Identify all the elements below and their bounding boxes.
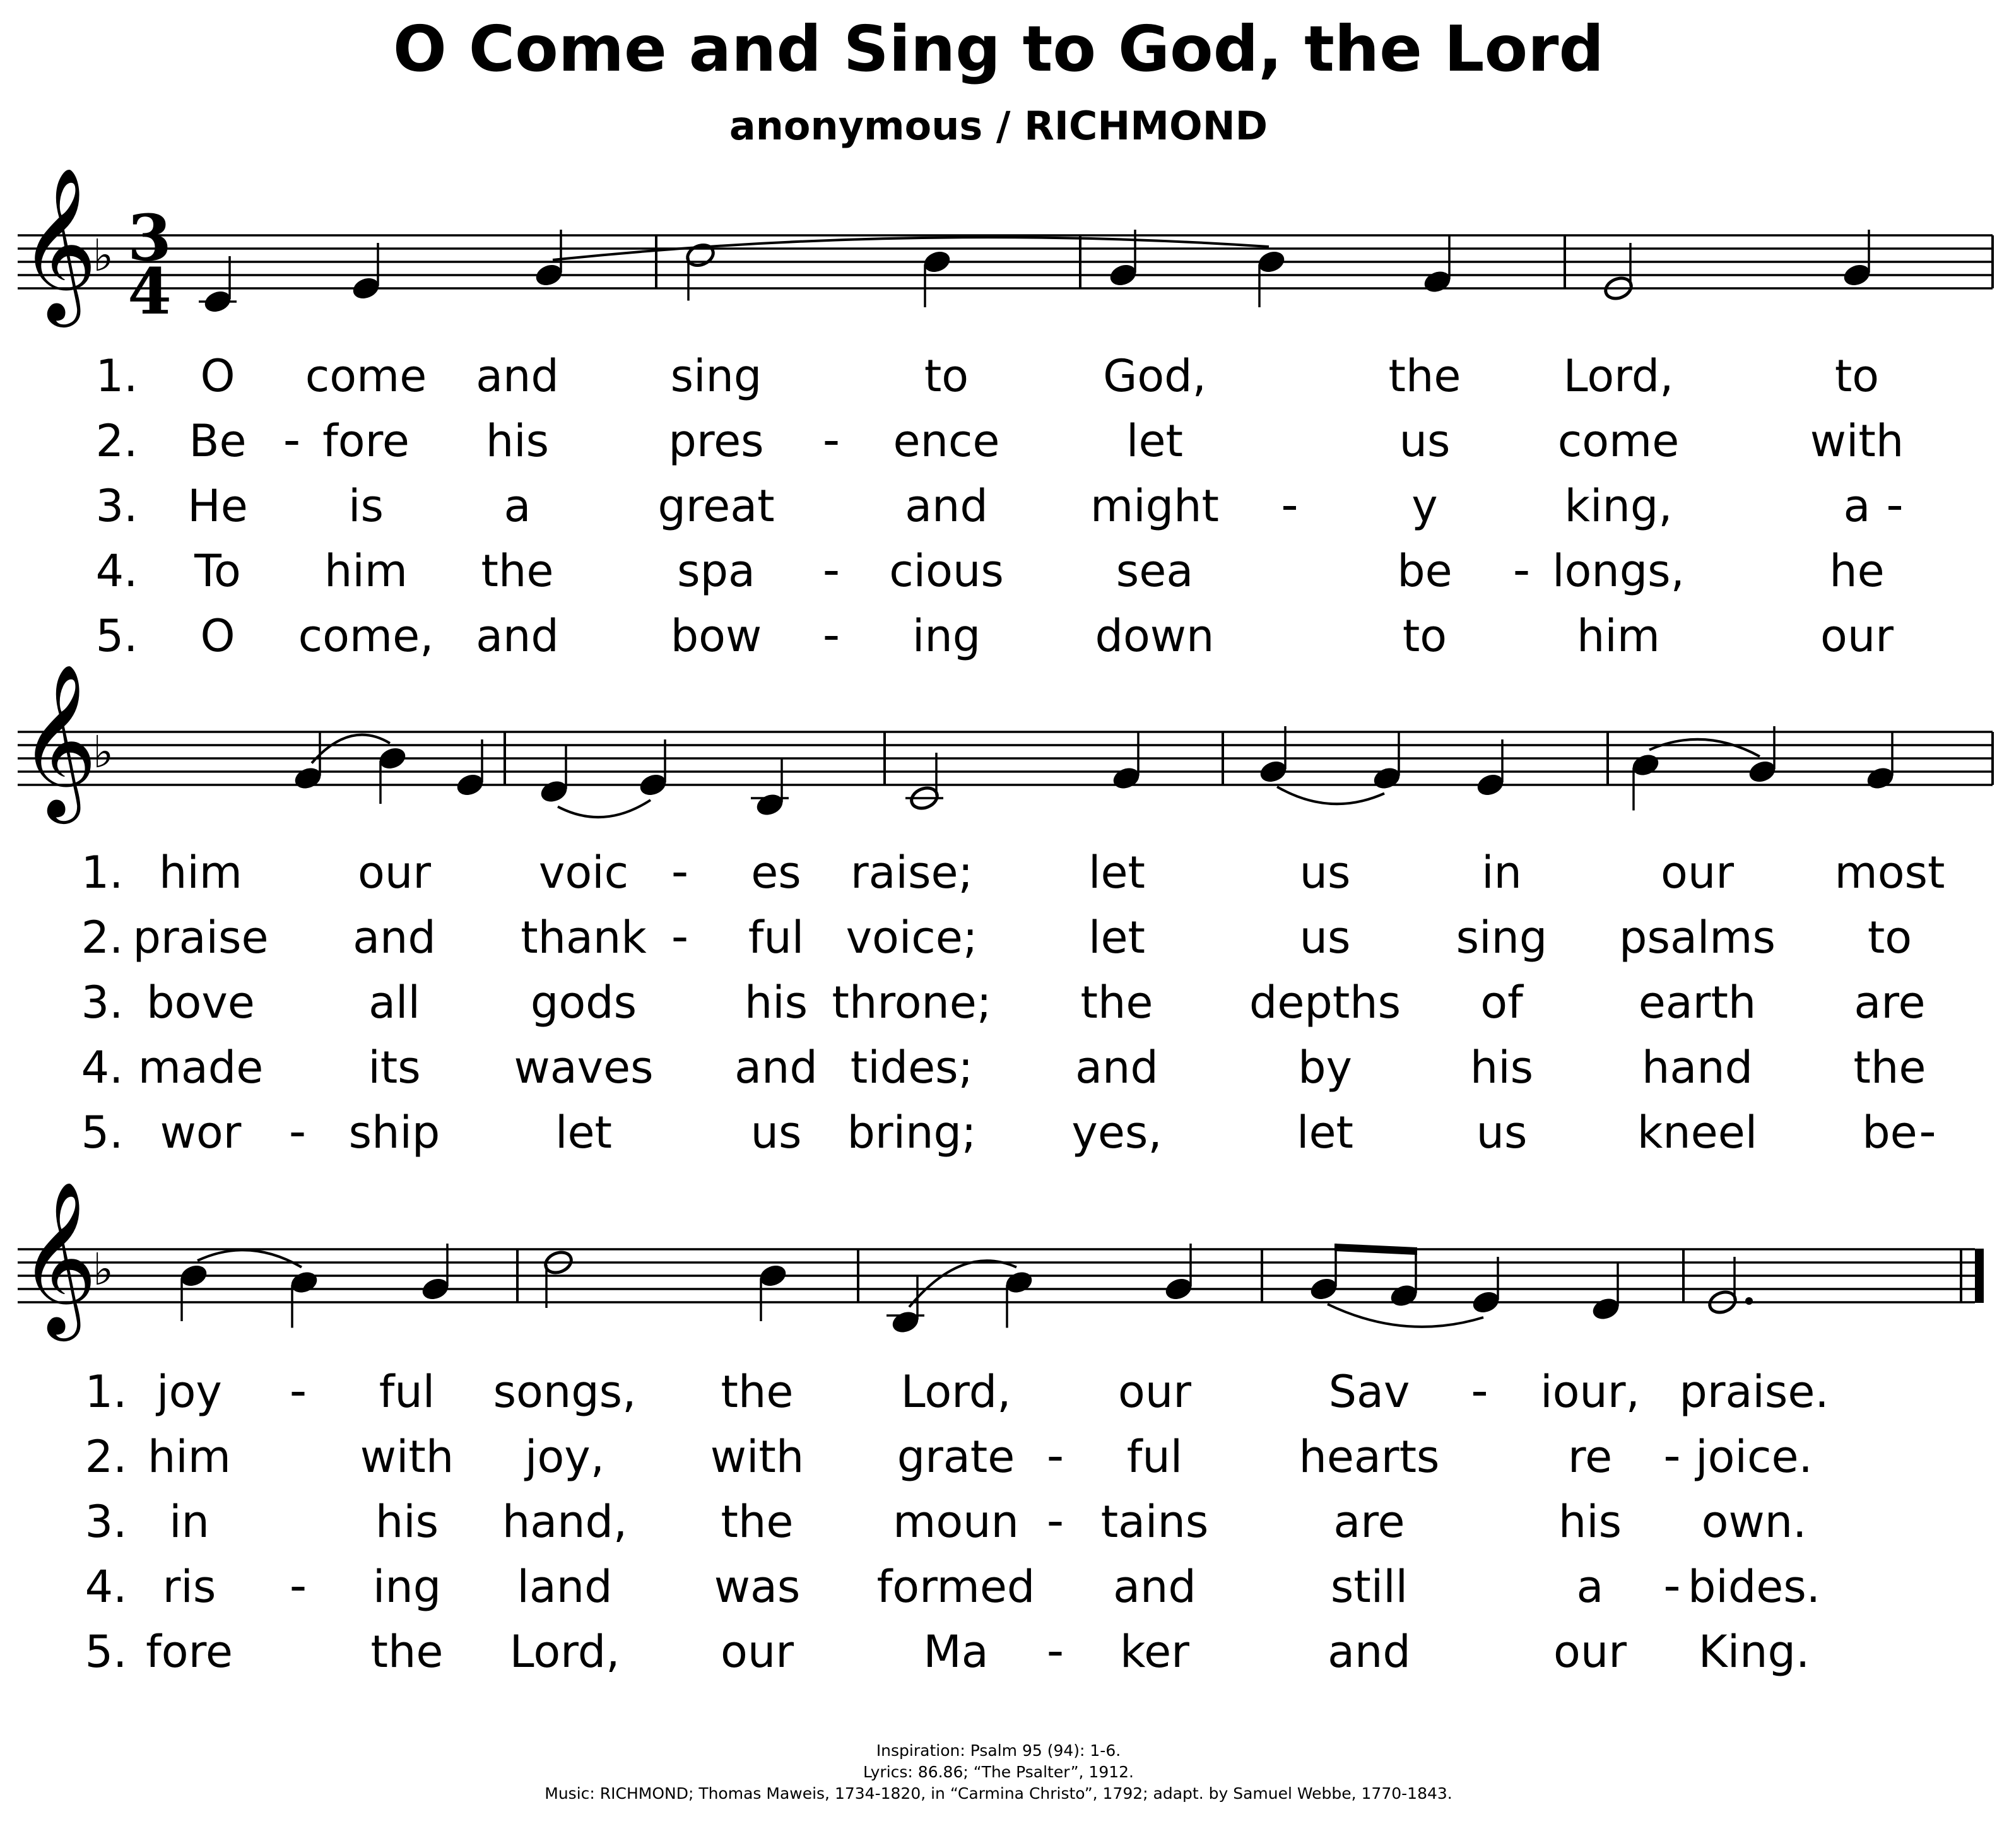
lyric-hyphen [1888,506,1901,510]
lyric-syllable: to [924,350,969,402]
lyric-hyphen [825,441,838,445]
lyric-syllable: To [194,545,241,597]
lyric-syllable: the [481,545,554,597]
lyric-syllable: most [1834,847,1945,898]
lyric-syllable: moun [893,1496,1019,1548]
lyric-syllable: our [1553,1626,1627,1678]
lyric-hyphen [674,938,686,941]
lyric-syllable: to [1402,610,1447,662]
lyric-syllable: his [485,415,550,467]
lyric-syllable: ris [162,1561,216,1613]
lyric-syllable: come [305,350,427,402]
lyric-syllable: by [1298,1042,1352,1093]
treble-clef-icon: 𝄞 [19,166,98,321]
lyric-syllable: ful [1126,1431,1183,1483]
lyric-syllable: are [1333,1496,1405,1548]
lyric-syllable: Lord, [900,1366,1011,1418]
lyric-syllable: Ma [923,1626,989,1678]
lyric-syllable: hearts [1299,1431,1440,1483]
lyric-hyphen [1666,1587,1678,1591]
lyric-syllable: voice; [845,912,978,963]
lyric-syllable: sing [670,350,762,402]
lyric-hyphen [1049,1522,1062,1526]
page-title: O Come and Sing to God, the Lord [392,12,1605,86]
lyric-syllable: throne; [832,977,992,1028]
slur [1277,787,1384,804]
lyric-syllable: bove [146,977,255,1028]
lyric-syllable: spa [677,545,755,597]
lyric-syllable: wor [160,1107,242,1158]
lyric-syllable: God, [1103,350,1206,402]
lyric-syllable: sea [1116,545,1194,597]
lyric-syllable: ing [912,610,981,662]
lyric-syllable: kneel [1637,1107,1758,1158]
lyric-syllable: re [1567,1431,1613,1483]
lyric-syllable: tides; [850,1042,974,1093]
lyric-syllable: a [1576,1561,1604,1613]
slur [909,1261,1016,1307]
lyric-syllable: his [1470,1042,1534,1093]
lyric-syllable: praise [133,912,269,963]
lyric-syllable: praise. [1679,1366,1829,1418]
lyric-syllable: is [348,480,384,532]
slur [1649,739,1760,756]
lyric-syllable: ful [748,912,804,963]
flat-icon: ♭ [93,230,114,281]
lyric-syllable: hand, [502,1496,628,1548]
lyric-syllable: cious [889,545,1004,597]
lyric-syllable: ing [372,1561,442,1613]
treble-clef-icon: 𝄞 [19,1180,98,1334]
lyric-syllable: him [324,545,408,597]
lyric-syllable: come [1557,415,1680,467]
lyric-syllable: O [200,350,235,402]
verse-number: 5. [95,610,138,662]
lyric-syllable: and [476,610,559,662]
lyric-hyphen [1049,1652,1062,1656]
lyric-syllable: still [1330,1561,1408,1613]
lyric-syllable: in [169,1496,209,1548]
lyric-syllable: a [504,480,531,532]
verse-number: 5. [85,1626,127,1678]
verse-number: 1. [95,350,138,402]
lyric-syllable: thank [521,912,647,963]
staff-system-3 [18,1180,1984,1678]
staff-system-2 [18,662,1993,1158]
lyric-syllable: es [751,847,801,898]
lyric-syllable: us [1299,912,1351,963]
lyric-syllable: bides. [1687,1561,1821,1613]
lyric-syllable: the [1853,1042,1926,1093]
lyric-syllable: with [1810,415,1904,467]
lyric-syllable: raise; [850,847,974,898]
lyric-syllable: with [360,1431,454,1483]
lyric-hyphen [1921,1133,1934,1136]
lyric-syllable: land [517,1561,613,1613]
lyric-hyphen [292,1133,304,1136]
slur [558,800,651,817]
lyric-syllable: longs, [1552,545,1685,597]
time-signature-bottom: 4 [127,254,172,329]
lyric-syllable: let [1297,1107,1353,1158]
credit-lyrics: Lyrics: 86.86; “The Psalter”, 1912. [863,1763,1134,1781]
lyric-syllable: formed [876,1561,1035,1613]
staff-system-1 [18,166,1993,662]
lyric-syllable: be [1397,545,1452,597]
lyric-syllable: ship [348,1107,440,1158]
lyric-syllable: our [1820,610,1894,662]
lyric-syllable: iour, [1540,1366,1640,1418]
lyric-syllable: pres [668,415,764,467]
lyric-syllable: O [200,610,235,662]
verse-number: 5. [81,1107,124,1158]
lyric-syllable: to [1867,912,1912,963]
lyric-syllable: Be [189,415,247,467]
lyric-syllable: down [1095,610,1215,662]
verse-number: 2. [81,912,124,963]
lyric-syllable: come, [298,610,434,662]
lyric-syllable: earth [1638,977,1757,1028]
lyric-syllable: Sav [1328,1366,1410,1418]
lyric-syllable: us [1476,1107,1528,1158]
lyric-syllable: yes, [1071,1107,1162,1158]
lyric-syllable: gods [530,977,637,1028]
lyric-syllable: fore [146,1626,233,1678]
lyric-syllable: and [1075,1042,1158,1093]
lyric-syllable: in [1482,847,1522,898]
lyric-syllable: the [370,1626,444,1678]
verse-number: 3. [85,1496,127,1548]
lyric-syllable: and [734,1042,818,1093]
lyric-syllable: made [138,1042,264,1093]
lyric-syllable: him [1576,610,1661,662]
lyric-syllable: all [368,977,420,1028]
lyric-syllable: with [710,1431,804,1483]
lyric-syllable: and [353,912,436,963]
lyric-syllable: him [147,1431,232,1483]
lyric-hyphen [286,441,298,445]
lyric-syllable: and [476,350,559,402]
lyric-syllable: voic [538,847,629,898]
verse-number: 4. [81,1042,124,1093]
verse-number: 2. [95,415,138,467]
lyric-syllable: king, [1564,480,1673,532]
lyric-hyphen [1473,1392,1486,1396]
lyric-syllable: y [1411,480,1438,532]
lyric-syllable: great [657,480,775,532]
credits [0,1740,1997,1804]
lyric-syllable: joy, [525,1431,604,1483]
verse-number: 3. [81,977,124,1028]
lyric-syllable: our [358,847,431,898]
lyric-syllable: our [1661,847,1734,898]
lyric-hyphen [825,571,838,575]
verse-number: 2. [85,1431,127,1483]
lyric-syllable: King. [1698,1626,1810,1678]
lyric-hyphen [292,1392,305,1396]
lyric-syllable: He [187,480,248,532]
lyric-hyphen [1049,1457,1062,1461]
lyric-syllable: us [1399,415,1451,467]
lyric-syllable: and [1328,1626,1411,1678]
lyric-syllable: he [1829,545,1885,597]
lyric-syllable: of [1480,977,1523,1028]
lyric-syllable: the [721,1496,794,1548]
time-signature-top: 3 [127,201,172,275]
lyric-syllable: our [1118,1366,1191,1418]
slur [197,1250,302,1267]
final-barline [1975,1249,1984,1303]
lyric-syllable: waves [514,1042,654,1093]
lyric-syllable: sing [1456,912,1548,963]
lyric-syllable: own. [1701,1496,1807,1548]
lyric-hyphen [825,636,838,640]
lyric-syllable: ence [893,415,1000,467]
verse-number: 1. [85,1366,127,1418]
lyric-syllable: let [1088,912,1145,963]
treble-clef-icon: 𝄞 [19,662,98,817]
lyric-hyphen [1283,506,1296,510]
lyric-syllable: hand [1641,1042,1753,1093]
lyric-syllable: Lord, [509,1626,620,1678]
lyric-syllable: might [1090,480,1219,532]
lyric-syllable: his [1558,1496,1622,1548]
lyric-syllable: the [1388,350,1461,402]
lyric-syllable: to [1834,350,1880,402]
lyric-syllable: bring; [847,1107,977,1158]
lyric-hyphen [1666,1457,1678,1461]
lyric-hyphen [292,1587,305,1591]
lyric-hyphen [674,873,686,876]
lyric-syllable: let [1088,847,1145,898]
credit-inspiration: Inspiration: Psalm 95 (94): 1-6. [876,1741,1121,1760]
verse-number: 3. [95,480,138,532]
lyric-syllable: ful [379,1366,435,1418]
lyric-syllable: his [744,977,808,1028]
lyric-syllable: psalms [1619,912,1776,963]
verse-number: 4. [95,545,138,597]
lyric-syllable: let [555,1107,612,1158]
lyric-syllable: a [1843,480,1871,532]
lyric-syllable: tains [1100,1496,1209,1548]
flat-icon: ♭ [93,1244,114,1295]
lyric-syllable: and [1113,1561,1196,1613]
lyric-syllable: depths [1249,977,1401,1028]
lyric-syllable: songs, [493,1366,637,1418]
lyric-syllable: ker [1120,1626,1189,1678]
slur [1328,1304,1483,1327]
lyric-syllable: was [714,1561,801,1613]
lyric-syllable: be [1862,1107,1917,1158]
page-subtitle: anonymous / RICHMOND [729,103,1268,149]
lyric-syllable: are [1854,977,1926,1028]
lyric-syllable: let [1126,415,1183,467]
credit-music: Music: RICHMOND; Thomas Maweis, 1734-1820, in “Carmina Christo”, 1792; adapt. by Samuel Webbe, 1770-1843. [545,1784,1452,1803]
lyric-syllable: the [721,1366,794,1418]
verse-number: 4. [85,1561,127,1613]
beam [1334,1244,1417,1255]
flat-icon: ♭ [93,726,114,778]
lyric-syllable: joice. [1695,1431,1813,1483]
lyric-syllable: and [905,480,988,532]
lyric-syllable: our [721,1626,794,1678]
lyric-syllable: joy [156,1366,222,1418]
lyric-syllable: its [368,1042,421,1093]
lyric-syllable: grate [897,1431,1015,1483]
lyric-syllable: him [158,847,243,898]
lyric-syllable: Lord, [1563,350,1674,402]
lyric-syllable: us [750,1107,802,1158]
lyric-syllable: fore [322,415,409,467]
augmentation-dot [1745,1297,1753,1305]
lyric-syllable: the [1080,977,1153,1028]
verse-number: 1. [81,847,124,898]
lyric-syllable: his [375,1496,439,1548]
lyric-syllable: us [1299,847,1351,898]
lyric-hyphen [1516,571,1528,575]
lyric-syllable: bow [670,610,762,662]
